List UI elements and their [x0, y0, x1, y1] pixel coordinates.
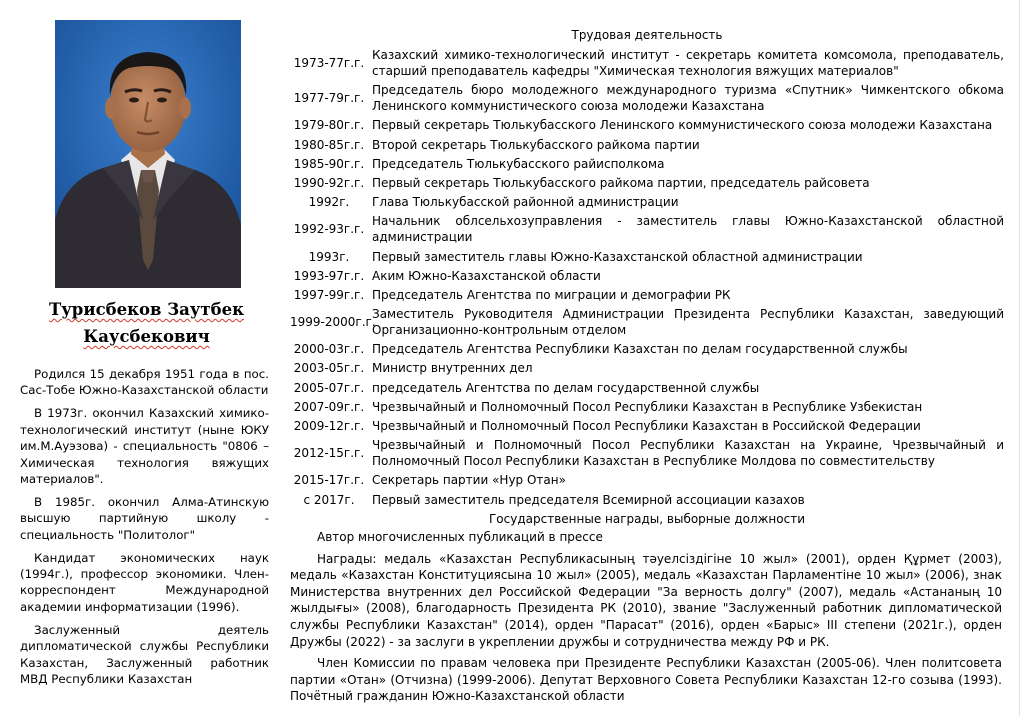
career-position: Чрезвычайный и Полномочный Посол Республики Казахстан на Украине, Чрезвычайный и Полномочный Посол Республики Казахстан в Республике Молдова по совместительству — [372, 438, 1004, 469]
career-years: 1977-79г.г. — [293, 91, 365, 106]
bio-paragraph: В 1985г. окончил Алма-Атинскую высшую партийную школу - специальность "Политолог" — [20, 494, 269, 542]
career-row — [290, 341, 1004, 357]
career-row — [290, 399, 1004, 415]
career-position: Председатель Тюлькубасского райисполкома — [372, 156, 665, 171]
career-row — [290, 117, 1004, 133]
career-years: 1992-93г.г. — [293, 222, 365, 237]
career-row — [290, 492, 1004, 508]
page-right-edge — [1019, 0, 1020, 716]
person-name-patronymic: Каусбекович — [83, 327, 210, 346]
career-years: с 2017г. — [303, 492, 355, 507]
career-years: 2015-17г.г. — [293, 473, 365, 488]
career-years: 1997-99г.г. — [293, 287, 365, 302]
bio-paragraph: Кандидат экономических наук (1994г.), профессор экономики. Член-корреспондент Международной академии информатизации (1996). — [20, 550, 269, 614]
career-position: председатель Агентства по делам государственной службы — [372, 380, 760, 395]
career-years: 1985-90г.г. — [293, 156, 365, 171]
career-years: 1999-2000г.г. — [290, 315, 376, 330]
bio-paragraph: В 1973г. окончил Казахский химико-технологический институт (ныне ЮКУ им.М.Ауэзова) - специальность "0806 – Химическая технология вяжущих материалов". — [20, 406, 269, 486]
biography — [20, 366, 269, 694]
portrait-photo — [55, 20, 241, 288]
career-years: 2012-15г.г. — [293, 446, 365, 461]
career-years: 2005-07г.г. — [293, 380, 365, 395]
career-years: 1980-85г.г. — [293, 137, 365, 152]
career-position: Первый заместитель председателя Всемирной ассоциации казахов — [372, 492, 805, 507]
career-row — [290, 82, 1004, 114]
career-row — [290, 418, 1004, 434]
person-portrait-icon — [55, 20, 241, 288]
career-row — [290, 156, 1004, 172]
career-row — [290, 47, 1004, 79]
career-row — [290, 249, 1004, 265]
awards-section-title: Государственные награды, выборные должности — [488, 512, 806, 526]
career-years: 2007-09г.г. — [293, 399, 365, 414]
career-years: 2000-03г.г. — [293, 342, 365, 357]
career-row — [290, 306, 1004, 338]
career-years: 1990-92г.г. — [293, 175, 365, 190]
career-position: Первый заместитель главы Южно-Казахстанской областной администрации — [372, 249, 863, 264]
career-position: Заместитель Руководителя Администрации Президента Республики Казахстан, заведующий Организационно-контрольным отделом — [372, 307, 1004, 338]
career-row — [290, 213, 1004, 245]
career-position: Первый секретарь Тюлькубасского райкома партии, председатель райсовета — [372, 175, 870, 190]
awards-paragraph: Автор многочисленных публикаций в прессе — [317, 530, 603, 544]
career-position: Глава Тюлькубасской районной администрации — [372, 195, 679, 210]
career-row — [290, 268, 1004, 284]
career-years: 1979-80г.г. — [293, 118, 365, 133]
career-row — [290, 380, 1004, 396]
career-position: Секретарь партии «Нур Отан» — [372, 473, 566, 488]
career-row — [290, 472, 1004, 488]
career-row — [290, 437, 1004, 469]
career-position: Председатель Агентства по миграции и демографии РК — [372, 287, 731, 302]
career-position: Начальник облсельхозуправления - заместитель главы Южно-Казахстанской областной администрации — [372, 214, 1004, 245]
career-position: Казахский химико-технологический институт - секретарь комитета комсомола, преподаватель, старший преподаватель кафедры "Химическая технология вяжущих материалов" — [372, 48, 1004, 78]
career-table — [290, 47, 1004, 511]
career-position: Чрезвычайный и Полномочный Посол Республики Казахстан в Республике Узбекистан — [372, 399, 923, 414]
career-years: 2009-12г.г. — [293, 419, 365, 433]
career-row — [290, 287, 1004, 303]
bio-paragraph: Заслуженный деятель дипломатической службы Республики Казахстан, Заслуженный работник МВД Республики Казахстан — [20, 622, 269, 686]
career-position: Чрезвычайный и Полномочный Посол Республики Казахстан в Российской Федерации — [372, 419, 921, 433]
career-row — [290, 175, 1004, 191]
career-years: 1973-77г.г. — [293, 56, 365, 70]
career-years: 1993г. — [308, 249, 350, 264]
career-position: Аким Южно-Казахстанской области — [372, 268, 601, 283]
career-position: Председатель Агентства Республики Казахстан по делам государственной службы — [372, 342, 908, 357]
person-name-line1: Турисбеков Заутбек — [48, 300, 245, 319]
career-section-title: Трудовая деятельность — [571, 28, 723, 42]
career-row — [290, 194, 1004, 210]
career-position: Первый секретарь Тюлькубасского Ленинского коммунистического союза молодежи Казахстана — [372, 118, 993, 133]
career-row — [290, 137, 1004, 153]
career-position: Председатель бюро молодежного международного туризма «Спутник» Чимкентского обкома Ленинского коммунистического союза молодежи Казахстана — [372, 83, 1004, 114]
bio-paragraph: Родился 15 декабря 1951 года в пос. Сас-Тобе Южно-Казахстанской области — [20, 367, 269, 398]
awards-paragraph: Член Комиссии по правам человека при Президенте Республики Казахстан (2005-06). Член политсовета партии «Отан» (Отчизна) (1999-2006). Депутат Верховного Совета Республики Казахстан 12-го созыва (1993). Почётный гражданин Южно-Казахстанской области — [290, 656, 1002, 704]
person-full-name — [20, 296, 273, 350]
career-years: 1993-97г.г. — [293, 268, 365, 283]
awards-paragraph: Награды: медаль «Казахстан Республикасының тәуелсіздігіне 10 жыл» (2001), орден Құрмет (2003), медаль «Казахстан Конституциясына 10 жыл» (2005), медаль «Казахстан Парламентіне 10 жыл» (2006), знак Министерства внутренних дел Российской Федерации "За верность долгу" (2007), медаль «Астананың 10 жылдығы» (2008), благодарность Президента РК (2010), звание "Заслуженный работник дипломатической службы Республики Казахстан" (2014), орден "Парасат" (2016), орден «Барыс» III степени (2021г.), орден Дружбы (2022) - за заслуги в укреплении дружбы и сотрудничества между РФ и РК. — [290, 551, 1002, 649]
career-position: Второй секретарь Тюлькубасского райкома партии — [372, 137, 700, 152]
career-row — [290, 360, 1004, 376]
career-position: Министр внутренних дел — [372, 361, 533, 376]
awards-section — [290, 529, 1002, 710]
career-years: 2003-05г.г. — [293, 361, 365, 376]
career-years: 1992г. — [308, 195, 350, 210]
